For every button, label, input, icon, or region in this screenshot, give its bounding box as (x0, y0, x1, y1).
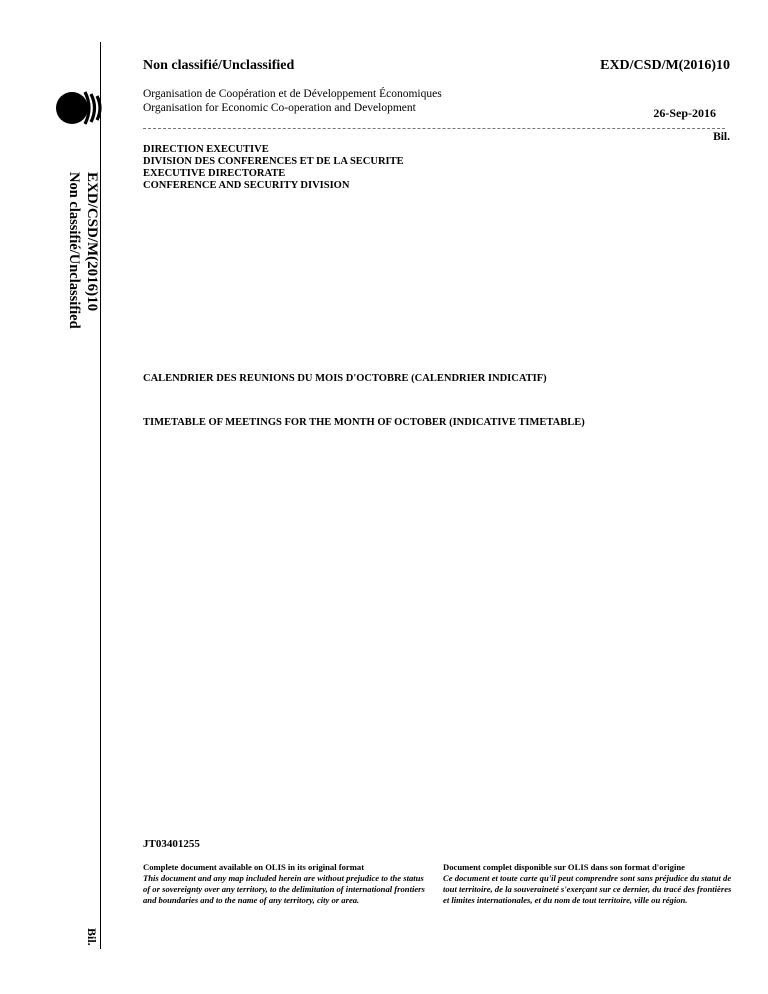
footer-notice-en (143, 862, 433, 906)
document-reference: EXD/CSD/M(2016)10 (600, 58, 730, 73)
job-number: JT03401255 (143, 838, 200, 850)
document-date: 26-Sep-2016 (653, 106, 716, 120)
sidebar-doc-ref: EXD/CSD/M(2016)10 (84, 172, 100, 312)
directorate-line: DIRECTION EXECUTIVE (143, 144, 269, 155)
footer-notice-fr (443, 862, 735, 906)
classification-label: Non classifié/Unclassified (143, 58, 295, 73)
header-divider (143, 128, 725, 129)
sidebar-classification: Non classifié/Unclassified (66, 172, 82, 329)
organisation-name-en: Organisation for Economic Co-operation and Development (143, 102, 416, 114)
footer-heading-en: Complete document available on OLIS in its original format (143, 862, 365, 872)
directorate-line: EXECUTIVE DIRECTORATE (143, 168, 286, 179)
title-fr: CALENDRIER DES REUNIONS DU MOIS D'OCTOBRE (CALENDRIER INDICATIF) (143, 373, 547, 384)
sidebar-language: Bil. (85, 928, 99, 946)
footer-heading-fr: Document complet disponible sur OLIS dans son format d'origine (443, 862, 685, 872)
directorate-line: CONFERENCE AND SECURITY DIVISION (143, 180, 350, 191)
margin-rule (100, 42, 101, 949)
language-label: Bil. (713, 131, 730, 143)
oecd-logo-icon (55, 88, 103, 128)
organisation-name-fr: Organisation de Coopération et de Développement Économiques (143, 88, 442, 100)
footer-disclaimer-en: This document and any map included herein are without prejudice to the status of or sovereignty over any territory, to the delimitation of international frontiers and boundaries and to the name of any territory, city or area. (143, 873, 425, 905)
directorate-line: DIVISION DES CONFERENCES ET DE LA SECURITE (143, 156, 404, 167)
directorate-block (143, 144, 404, 192)
footer-disclaimer-fr: Ce document et toute carte qu'il peut comprendre sont sans préjudice du statut de tout territoire, de la souveraineté s'exerçant sur ce dernier, du tracé des frontières et limites internationales, et du nom de tout territoire, ville ou région. (443, 873, 732, 905)
title-en: TIMETABLE OF MEETINGS FOR THE MONTH OF OCTOBER (INDICATIVE TIMETABLE) (143, 417, 585, 428)
